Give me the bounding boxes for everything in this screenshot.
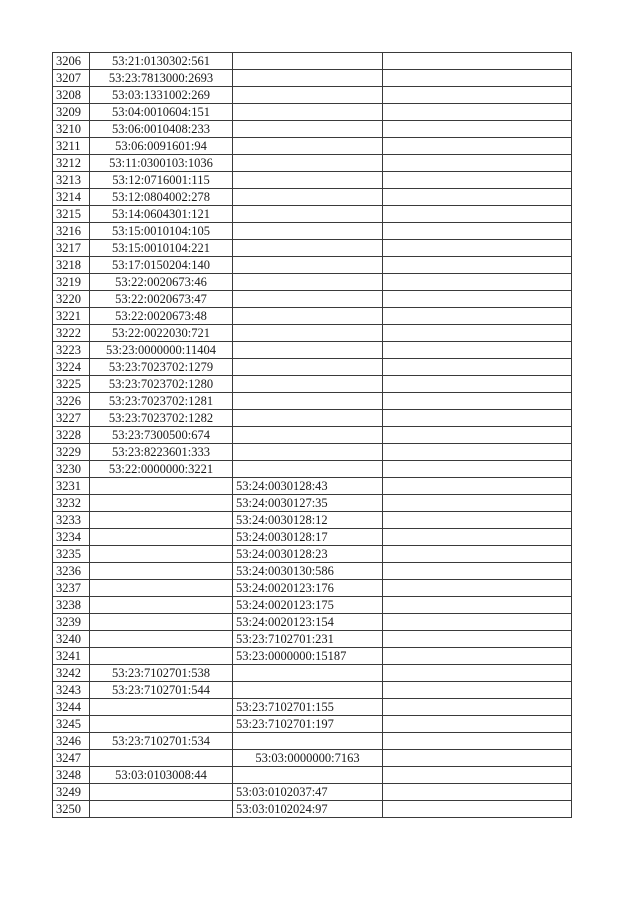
- cadastral-number-cell-a: 53:23:7023702:1279: [90, 359, 233, 376]
- cadastral-number-cell-a: 53:23:7023702:1282: [90, 410, 233, 427]
- table-row: [53, 648, 572, 665]
- row-number-cell: 3243: [53, 682, 90, 699]
- row-number-cell: 3214: [53, 189, 90, 206]
- empty-cell: [383, 631, 572, 648]
- cadastral-number-cell-b: 53:24:0020123:175: [233, 597, 383, 614]
- cadastral-number-cell-a: 53:23:7102701:538: [90, 665, 233, 682]
- empty-cell: [383, 750, 572, 767]
- empty-cell: [383, 189, 572, 206]
- cadastral-number-cell-b: [233, 274, 383, 291]
- cadastral-number-cell-a: 53:03:1331002:269: [90, 87, 233, 104]
- cadastral-number-cell-b: [233, 427, 383, 444]
- cadastral-number-cell-a: 53:06:0010408:233: [90, 121, 233, 138]
- row-number-cell: 3242: [53, 665, 90, 682]
- table-row: [53, 767, 572, 784]
- empty-cell: [383, 495, 572, 512]
- table-row: [53, 665, 572, 682]
- row-number-cell: 3229: [53, 444, 90, 461]
- empty-cell: [383, 291, 572, 308]
- cadastral-number-cell-b: [233, 206, 383, 223]
- cadastral-number-cell-b: [233, 444, 383, 461]
- empty-cell: [383, 444, 572, 461]
- row-number-cell: 3240: [53, 631, 90, 648]
- table-row: [53, 274, 572, 291]
- cadastral-number-cell-a: [90, 750, 233, 767]
- empty-cell: [383, 104, 572, 121]
- table-row: [53, 393, 572, 410]
- row-number-cell: 3219: [53, 274, 90, 291]
- cadastral-number-cell-a: 53:23:0000000:11404: [90, 342, 233, 359]
- row-number-cell: 3231: [53, 478, 90, 495]
- cadastral-number-cell-a: [90, 563, 233, 580]
- empty-cell: [383, 308, 572, 325]
- cadastral-number-cell-a: 53:23:7813000:2693: [90, 70, 233, 87]
- row-number-cell: 3210: [53, 121, 90, 138]
- empty-cell: [383, 121, 572, 138]
- row-number-cell: 3216: [53, 223, 90, 240]
- empty-cell: [383, 563, 572, 580]
- cadastral-number-cell-b: [233, 155, 383, 172]
- table-body: [53, 53, 572, 818]
- row-number-cell: 3226: [53, 393, 90, 410]
- table-row: [53, 291, 572, 308]
- table-row: [53, 121, 572, 138]
- empty-cell: [383, 733, 572, 750]
- table-row: [53, 495, 572, 512]
- cadastral-number-cell-b: [233, 461, 383, 478]
- table-row: [53, 682, 572, 699]
- empty-cell: [383, 801, 572, 818]
- cadastral-number-cell-b: 53:24:0030128:12: [233, 512, 383, 529]
- row-number-cell: 3237: [53, 580, 90, 597]
- empty-cell: [383, 223, 572, 240]
- cadastral-number-table: [52, 52, 572, 818]
- table-row: [53, 784, 572, 801]
- table-row: [53, 529, 572, 546]
- table-row: [53, 325, 572, 342]
- cadastral-number-cell-a: 53:22:0020673:48: [90, 308, 233, 325]
- table-row: [53, 240, 572, 257]
- cadastral-number-cell-b: 53:24:0030127:35: [233, 495, 383, 512]
- empty-cell: [383, 70, 572, 87]
- empty-cell: [383, 359, 572, 376]
- empty-cell: [383, 376, 572, 393]
- cadastral-number-cell-a: 53:06:0091601:94: [90, 138, 233, 155]
- cadastral-number-cell-a: [90, 546, 233, 563]
- row-number-cell: 3212: [53, 155, 90, 172]
- cadastral-number-cell-a: 53:23:7102701:534: [90, 733, 233, 750]
- cadastral-number-cell-a: 53:11:0300103:1036: [90, 155, 233, 172]
- cadastral-number-cell-a: [90, 597, 233, 614]
- table-row: [53, 410, 572, 427]
- row-number-cell: 3208: [53, 87, 90, 104]
- cadastral-number-cell-b: [233, 342, 383, 359]
- cadastral-number-cell-b: 53:03:0000000:7163: [233, 750, 383, 767]
- row-number-cell: 3245: [53, 716, 90, 733]
- empty-cell: [383, 53, 572, 70]
- cadastral-number-cell-b: [233, 393, 383, 410]
- cadastral-number-cell-a: 53:22:0022030:721: [90, 325, 233, 342]
- cadastral-number-cell-a: 53:22:0020673:46: [90, 274, 233, 291]
- table-row: [53, 342, 572, 359]
- row-number-cell: 3209: [53, 104, 90, 121]
- row-number-cell: 3213: [53, 172, 90, 189]
- table-row: [53, 750, 572, 767]
- table-row: [53, 206, 572, 223]
- cadastral-number-cell-a: [90, 699, 233, 716]
- cadastral-number-cell-b: [233, 70, 383, 87]
- table-row: [53, 376, 572, 393]
- empty-cell: [383, 325, 572, 342]
- table-row: [53, 444, 572, 461]
- cadastral-number-cell-b: [233, 291, 383, 308]
- cadastral-number-cell-a: [90, 784, 233, 801]
- cadastral-number-cell-b: 53:24:0020123:154: [233, 614, 383, 631]
- table-row: [53, 223, 572, 240]
- cadastral-number-cell-a: 53:12:0716001:115: [90, 172, 233, 189]
- row-number-cell: 3233: [53, 512, 90, 529]
- row-number-cell: 3215: [53, 206, 90, 223]
- empty-cell: [383, 427, 572, 444]
- row-number-cell: 3249: [53, 784, 90, 801]
- cadastral-number-cell-a: 53:15:0010104:105: [90, 223, 233, 240]
- table-row: [53, 478, 572, 495]
- cadastral-number-cell-a: [90, 648, 233, 665]
- table-row: [53, 308, 572, 325]
- cadastral-number-cell-b: [233, 682, 383, 699]
- row-number-cell: 3239: [53, 614, 90, 631]
- table-row: [53, 546, 572, 563]
- row-number-cell: 3211: [53, 138, 90, 155]
- row-number-cell: 3217: [53, 240, 90, 257]
- empty-cell: [383, 478, 572, 495]
- empty-cell: [383, 461, 572, 478]
- row-number-cell: 3250: [53, 801, 90, 818]
- cadastral-number-cell-a: 53:21:0130302:561: [90, 53, 233, 70]
- row-number-cell: 3220: [53, 291, 90, 308]
- empty-cell: [383, 784, 572, 801]
- cadastral-number-cell-b: 53:23:7102701:197: [233, 716, 383, 733]
- cadastral-number-cell-a: 53:23:7023702:1281: [90, 393, 233, 410]
- cadastral-number-cell-a: 53:23:8223601:333: [90, 444, 233, 461]
- empty-cell: [383, 699, 572, 716]
- cadastral-number-cell-a: 53:17:0150204:140: [90, 257, 233, 274]
- empty-cell: [383, 342, 572, 359]
- row-number-cell: 3225: [53, 376, 90, 393]
- cadastral-number-cell-a: [90, 529, 233, 546]
- row-number-cell: 3246: [53, 733, 90, 750]
- cadastral-number-cell-b: 53:24:0030128:23: [233, 546, 383, 563]
- cadastral-number-cell-b: [233, 223, 383, 240]
- cadastral-number-cell-a: [90, 495, 233, 512]
- empty-cell: [383, 546, 572, 563]
- cadastral-number-cell-b: [233, 104, 383, 121]
- cadastral-number-cell-b: 53:03:0102024:97: [233, 801, 383, 818]
- empty-cell: [383, 529, 572, 546]
- cadastral-number-cell-b: 53:23:7102701:231: [233, 631, 383, 648]
- row-number-cell: 3234: [53, 529, 90, 546]
- table-row: [53, 597, 572, 614]
- row-number-cell: 3227: [53, 410, 90, 427]
- table-row: [53, 614, 572, 631]
- table-row: [53, 512, 572, 529]
- empty-cell: [383, 767, 572, 784]
- table-row: [53, 104, 572, 121]
- table-row: [53, 580, 572, 597]
- cadastral-number-cell-b: [233, 665, 383, 682]
- empty-cell: [383, 87, 572, 104]
- cadastral-number-cell-b: [233, 733, 383, 750]
- empty-cell: [383, 172, 572, 189]
- cadastral-number-cell-a: 53:23:7102701:544: [90, 682, 233, 699]
- table-row: [53, 801, 572, 818]
- cadastral-number-cell-a: 53:14:0604301:121: [90, 206, 233, 223]
- empty-cell: [383, 206, 572, 223]
- empty-cell: [383, 682, 572, 699]
- empty-cell: [383, 716, 572, 733]
- empty-cell: [383, 665, 572, 682]
- row-number-cell: 3244: [53, 699, 90, 716]
- cadastral-number-cell-a: [90, 614, 233, 631]
- cadastral-number-cell-b: [233, 376, 383, 393]
- row-number-cell: 3238: [53, 597, 90, 614]
- cadastral-number-cell-b: [233, 257, 383, 274]
- table-row: [53, 87, 572, 104]
- cadastral-number-cell-a: 53:15:0010104:221: [90, 240, 233, 257]
- cadastral-number-cell-b: 53:24:0030128:17: [233, 529, 383, 546]
- table-row: [53, 427, 572, 444]
- empty-cell: [383, 614, 572, 631]
- row-number-cell: 3241: [53, 648, 90, 665]
- row-number-cell: 3247: [53, 750, 90, 767]
- cadastral-number-cell-a: 53:23:7300500:674: [90, 427, 233, 444]
- cadastral-number-cell-b: [233, 53, 383, 70]
- row-number-cell: 3206: [53, 53, 90, 70]
- row-number-cell: 3223: [53, 342, 90, 359]
- cadastral-number-cell-b: 53:03:0102037:47: [233, 784, 383, 801]
- cadastral-number-cell-a: 53:23:7023702:1280: [90, 376, 233, 393]
- cadastral-number-cell-b: 53:23:7102701:155: [233, 699, 383, 716]
- cadastral-number-cell-b: [233, 767, 383, 784]
- cadastral-number-cell-a: 53:12:0804002:278: [90, 189, 233, 206]
- row-number-cell: 3218: [53, 257, 90, 274]
- table-row: [53, 70, 572, 87]
- table-row: [53, 699, 572, 716]
- cadastral-number-cell-a: 53:22:0000000:3221: [90, 461, 233, 478]
- table-row: [53, 53, 572, 70]
- table-row: [53, 733, 572, 750]
- table-row: [53, 631, 572, 648]
- table-row: [53, 172, 572, 189]
- row-number-cell: 3235: [53, 546, 90, 563]
- empty-cell: [383, 512, 572, 529]
- table-row: [53, 461, 572, 478]
- empty-cell: [383, 138, 572, 155]
- cadastral-number-cell-b: [233, 240, 383, 257]
- empty-cell: [383, 597, 572, 614]
- cadastral-number-cell-b: 53:24:0030130:586: [233, 563, 383, 580]
- cadastral-number-cell-a: 53:04:0010604:151: [90, 104, 233, 121]
- cadastral-number-cell-b: 53:24:0020123:176: [233, 580, 383, 597]
- cadastral-number-cell-a: [90, 580, 233, 597]
- row-number-cell: 3248: [53, 767, 90, 784]
- cadastral-number-cell-a: 53:03:0103008:44: [90, 767, 233, 784]
- empty-cell: [383, 648, 572, 665]
- empty-cell: [383, 274, 572, 291]
- empty-cell: [383, 155, 572, 172]
- row-number-cell: 3230: [53, 461, 90, 478]
- empty-cell: [383, 240, 572, 257]
- cadastral-number-cell-a: [90, 478, 233, 495]
- row-number-cell: 3222: [53, 325, 90, 342]
- cadastral-number-cell-b: [233, 87, 383, 104]
- cadastral-number-cell-b: [233, 172, 383, 189]
- cadastral-number-cell-b: 53:24:0030128:43: [233, 478, 383, 495]
- row-number-cell: 3232: [53, 495, 90, 512]
- empty-cell: [383, 257, 572, 274]
- row-number-cell: 3221: [53, 308, 90, 325]
- table-row: [53, 155, 572, 172]
- row-number-cell: 3207: [53, 70, 90, 87]
- table-row: [53, 716, 572, 733]
- cadastral-number-cell-b: [233, 410, 383, 427]
- empty-cell: [383, 580, 572, 597]
- cadastral-number-cell-a: [90, 716, 233, 733]
- cadastral-number-cell-b: 53:23:0000000:15187: [233, 648, 383, 665]
- cadastral-number-cell-a: [90, 512, 233, 529]
- cadastral-number-cell-b: [233, 325, 383, 342]
- cadastral-number-cell-b: [233, 359, 383, 376]
- table-row: [53, 257, 572, 274]
- row-number-cell: 3228: [53, 427, 90, 444]
- table-row: [53, 138, 572, 155]
- cadastral-number-cell-b: [233, 308, 383, 325]
- cadastral-number-cell-a: 53:22:0020673:47: [90, 291, 233, 308]
- empty-cell: [383, 410, 572, 427]
- table-row: [53, 563, 572, 580]
- cadastral-number-cell-b: [233, 121, 383, 138]
- cadastral-number-cell-a: [90, 801, 233, 818]
- row-number-cell: 3236: [53, 563, 90, 580]
- table-row: [53, 359, 572, 376]
- row-number-cell: 3224: [53, 359, 90, 376]
- cadastral-number-cell-a: [90, 631, 233, 648]
- table-row: [53, 189, 572, 206]
- empty-cell: [383, 393, 572, 410]
- cadastral-number-cell-b: [233, 138, 383, 155]
- cadastral-number-cell-b: [233, 189, 383, 206]
